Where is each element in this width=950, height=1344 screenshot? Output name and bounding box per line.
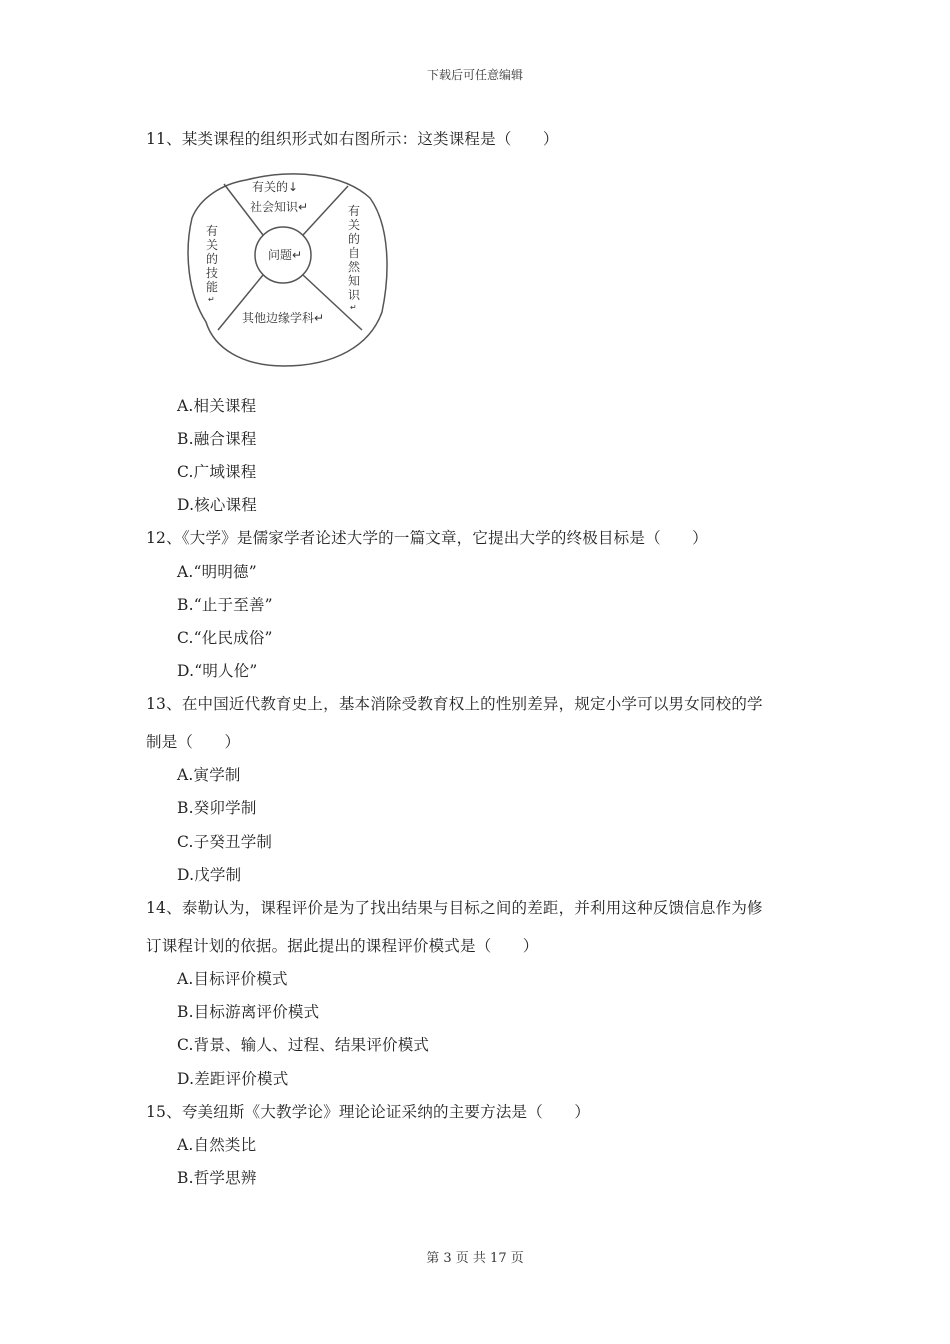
diagram-right-char: 的 (348, 232, 361, 246)
diagram-right-char: 自 (348, 246, 361, 260)
question-12-text: 12、《大学》是儒家学者论述大学的一篇文章，它提出大学的终极目标是（ ） (146, 529, 708, 547)
diagram-left-char: 关 (206, 238, 219, 252)
course-organization-diagram (184, 170, 390, 368)
diagram-right-char: 然 (348, 260, 361, 274)
diagram-left-char: 技 (206, 266, 219, 280)
question-12-option-d: D.“明人伦” (177, 662, 258, 680)
diagram-center-label: 问题↵ (268, 248, 303, 262)
question-12-option-b: B.“止于至善” (177, 596, 273, 614)
diagram-right-char: 知 (348, 274, 361, 288)
question-15-option-b: B.哲学思辨 (177, 1169, 257, 1187)
page-footer: 第 3 页 共 17 页 (426, 1251, 524, 1266)
question-15-option-a: A.自然类比 (177, 1136, 257, 1154)
diagram-top-label-2: 社会知识↵ (250, 200, 309, 214)
question-15-text: 15、夸美纽斯《大教学论》理论论证采纳的主要方法是（ ） (146, 1103, 591, 1121)
question-12-option-a: A.“明明德” (177, 563, 257, 581)
diagram-left-char: 有 (206, 224, 219, 238)
question-14-text: 14、泰勒认为，课程评价是为了找出结果与目标之间的差距，并利用这种反馈信息作为修 (146, 899, 763, 917)
diagram-right-char: 识 (348, 288, 361, 302)
diagram-left-char: ↵ (208, 295, 215, 304)
question-12-option-c: C.“化民成俗” (177, 629, 273, 647)
diagram-top-label-1: 有关的↓ (252, 180, 299, 194)
question-11-option-a: A.相关课程 (177, 397, 257, 415)
question-13-text: 13、在中国近代教育史上，基本消除受教育权上的性别差异，规定小学可以男女同校的学 (146, 695, 763, 713)
page-header: 下载后可任意编辑 (426, 68, 523, 82)
diagram-right-char: 有 (348, 204, 361, 218)
question-13-option-a: A.寅学制 (177, 766, 241, 784)
question-13-option-b: B.癸卯学制 (177, 799, 257, 817)
question-11-text: 11、某类课程的组织形式如右图所示：这类课程是（ ） (146, 130, 559, 148)
diagram-left-char: 能 (206, 280, 219, 294)
question-13-option-d: D.戊学制 (177, 866, 242, 884)
divider-top-right (303, 186, 348, 235)
question-14-option-b: B.目标游离评价模式 (177, 1003, 320, 1021)
question-11-option-c: C.广域课程 (177, 463, 257, 481)
diagram-bottom-label: 其他边缘学科↵ (242, 311, 325, 325)
question-13-text-cont: 制是（ ） (146, 733, 241, 751)
diagram-left-char: 的 (206, 252, 219, 266)
diagram-right-char: 关 (348, 218, 361, 232)
question-14-option-d: D.差距评价模式 (177, 1070, 289, 1088)
question-14-option-a: A.目标评价模式 (177, 970, 288, 988)
diagram-right-char: ↵ (350, 303, 357, 312)
question-11-option-d: D.核心课程 (177, 496, 258, 514)
question-14-option-c: C.背景、输人、过程、结果评价模式 (177, 1036, 430, 1054)
question-13-option-c: C.子癸丑学制 (177, 833, 273, 851)
question-14-text-cont: 订课程计划的依据。据此提出的课程评价模式是（ ） (146, 937, 539, 955)
question-11-option-b: B.融合课程 (177, 430, 257, 448)
